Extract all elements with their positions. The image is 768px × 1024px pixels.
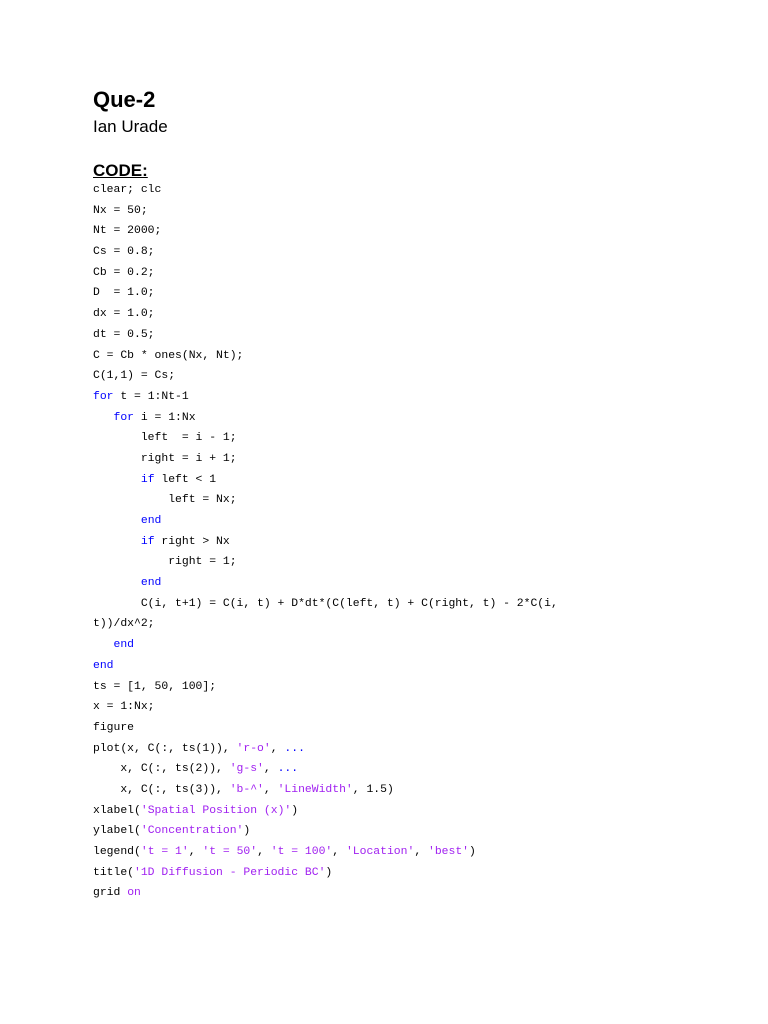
code-keyword: ... (284, 742, 305, 755)
code-string: on (127, 887, 141, 900)
code-text: x, C(:, ts(3)), (93, 783, 230, 796)
code-text: , (414, 846, 428, 858)
code-text: x, C(:, ts(2)), (93, 763, 230, 776)
code-text: legend( (93, 846, 141, 858)
code-line (93, 821, 693, 842)
code-line (93, 201, 693, 222)
code-keyword: if (140, 535, 155, 548)
code-text: grid (93, 887, 128, 900)
code-line (93, 552, 693, 573)
code-string: 't = 50' (202, 846, 258, 858)
code-keyword: end (113, 639, 135, 652)
code-keyword: end (140, 577, 162, 590)
code-keyword: if (140, 473, 155, 486)
code-heading: CODE: (93, 161, 148, 180)
code-line (93, 759, 693, 780)
code-text: Cb = 0.2; (93, 266, 155, 279)
code-line (93, 614, 693, 635)
code-line (93, 739, 693, 760)
code-text: ) (469, 846, 476, 858)
code-line (93, 573, 693, 594)
code-line (93, 346, 693, 367)
code-string: 'b-^' (229, 783, 264, 796)
code-line (93, 304, 693, 325)
code-keyword: for (113, 411, 135, 424)
code-text: left = Nx; (93, 494, 237, 507)
code-string: 'best' (427, 846, 469, 858)
code-text: , (188, 846, 203, 858)
code-line (93, 594, 693, 615)
code-text: C(i, t+1) = C(i, t) + D*dt*(C(left, t) + C(right, t) - 2*C(i, (93, 597, 558, 610)
code-text (93, 515, 141, 527)
code-string: 'g-s' (229, 763, 264, 776)
code-text: t))/dx^2; (93, 618, 155, 631)
code-line (93, 180, 693, 201)
code-text: right > Nx (154, 535, 230, 548)
code-string: 'Concentration' (140, 825, 244, 838)
code-text: i = 1:Nx (134, 411, 196, 424)
code-text: ) (243, 825, 251, 838)
code-line (93, 428, 693, 449)
code-line (93, 635, 693, 656)
code-string: 'LineWidth' (277, 783, 353, 796)
code-text: , (263, 783, 278, 796)
code-text: , (257, 846, 271, 858)
code-text: Nt = 2000; (93, 225, 162, 238)
code-line (93, 842, 693, 863)
code-string: 't = 100' (270, 846, 333, 858)
code-text: figure (93, 721, 135, 734)
code-text: plot(x, C(:, ts(1)), (93, 742, 237, 755)
code-text (93, 412, 114, 424)
code-text: D = 1.0; (93, 287, 155, 300)
code-keyword: end (93, 659, 114, 672)
code-text: ylabel( (93, 825, 141, 838)
code-text: ) (325, 866, 333, 879)
code-line (93, 863, 693, 884)
code-string: 'Spatial Position (x)' (140, 804, 292, 817)
code-text: t = 1:Nt-1 (113, 390, 189, 403)
code-text: xlabel( (93, 804, 141, 817)
code-line (93, 387, 693, 408)
code-text: , (332, 846, 346, 858)
code-line (93, 325, 693, 346)
code-string: 'r-o' (236, 742, 271, 755)
code-line (93, 242, 693, 263)
code-line (93, 366, 693, 387)
code-line (93, 656, 693, 677)
code-text: dx = 1.0; (93, 308, 155, 321)
code-text: right = 1; (93, 556, 237, 569)
code-keyword: for (93, 390, 114, 403)
code-text: C = Cb * ones(Nx, Nt); (93, 349, 244, 362)
code-text: Nx = 50; (93, 204, 148, 217)
code-text: title( (93, 866, 135, 879)
code-text: Cs = 0.8; (93, 246, 155, 259)
code-line (93, 801, 693, 822)
code-line (93, 677, 693, 698)
code-text: ts = [1, 50, 100]; (93, 680, 217, 693)
code-keyword: end (140, 515, 162, 527)
code-text: right = i + 1; (93, 452, 237, 465)
code-line (93, 449, 693, 470)
code-line (93, 470, 693, 491)
code-text: clear; clc (93, 184, 162, 196)
code-line (93, 718, 693, 739)
code-text: ) (291, 804, 299, 817)
code-keyword: ... (277, 763, 299, 776)
code-line (93, 883, 693, 904)
document-title: Que-2 (93, 87, 156, 112)
code-string: '1D Diffusion - Periodic BC' (134, 866, 326, 879)
author-name: Ian Urade (93, 117, 168, 136)
code-line (93, 263, 693, 284)
code-text: left = i - 1; (93, 432, 237, 445)
code-line (93, 697, 693, 718)
code-text: dt = 0.5; (93, 328, 155, 341)
code-text (93, 536, 141, 548)
code-line (93, 532, 693, 553)
code-text: , (270, 742, 285, 755)
code-line (93, 511, 693, 532)
code-text: left < 1 (154, 473, 217, 486)
code-text (93, 639, 114, 651)
code-text: , 1.5) (352, 783, 394, 796)
code-line (93, 221, 693, 242)
code-text: x = 1:Nx; (93, 701, 155, 714)
code-text (93, 474, 141, 486)
code-line (93, 780, 693, 801)
code-line (93, 283, 693, 304)
code-line (93, 490, 693, 511)
code-text: , (263, 763, 278, 776)
code-text: C(1,1) = Cs; (93, 370, 176, 383)
code-block (93, 180, 693, 904)
code-text (93, 577, 141, 589)
code-line (93, 408, 693, 429)
code-string: 't = 1' (140, 846, 189, 858)
code-string: 'Location' (345, 846, 415, 858)
